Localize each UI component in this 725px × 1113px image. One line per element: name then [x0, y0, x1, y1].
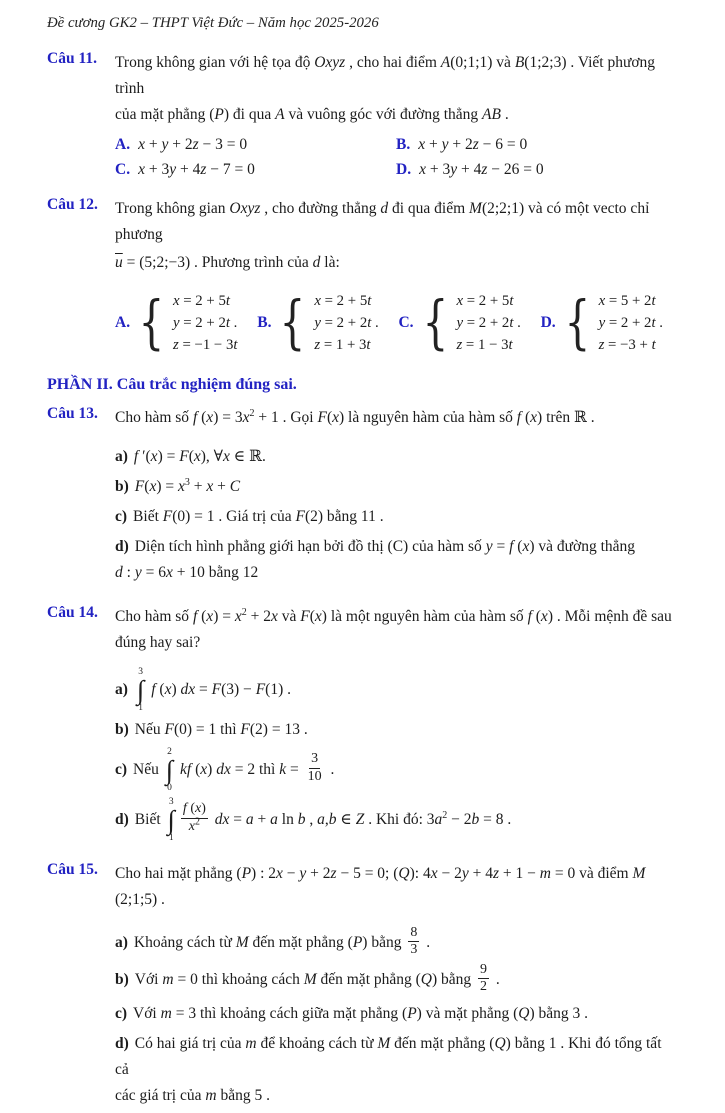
question-13	[47, 405, 679, 590]
question-12-option-c	[398, 290, 520, 356]
item-text: $F(x) = x^3 + x + C$	[134, 476, 241, 495]
item-text: Nếu F(0) = 1 thì F(2) = 13 .	[134, 721, 308, 738]
question-14-item-d	[115, 797, 679, 843]
option-letter: D.	[540, 314, 556, 331]
item-text: 3 ∫ 1 f (x) dx = F(3) − F(1) .	[136, 667, 291, 713]
item-text: Biết 3 ∫ 1 $\frac{f (x)}{x^2}$ dx = a + a ln b , a,b ∈ Z . Khi đó: $3a^2 - 2b = 8$ .	[134, 797, 512, 843]
system-line: x = 5 + 2t	[598, 293, 656, 309]
question-14-body	[115, 604, 679, 847]
question-15	[47, 861, 679, 1113]
question-14-item-a	[115, 667, 679, 713]
item-text: Với m = 3 thì khoảng cách giữa mặt phẳng (P) và mặt phẳng (Q) bằng 3 .	[133, 1005, 588, 1023]
brace-symbol: {	[138, 288, 165, 357]
system-line: z = −3 + t	[598, 337, 656, 353]
question-11-body	[115, 50, 679, 182]
question-13-item-d	[115, 534, 679, 586]
question-13-item-c	[115, 504, 679, 530]
system-line: z = −1 − 3t	[172, 337, 238, 353]
system-line: z = 1 − 3t	[456, 337, 513, 353]
question-11-label: Câu 11.	[47, 50, 97, 67]
item-letter: a)	[115, 448, 128, 465]
document-header: Đề cương GK2 – THPT Việt Đức – Năm học 2025-2026	[47, 15, 379, 31]
item-text: Với m = 0 thì khoảng cách M đến mặt phẳng (Q) bằng $\frac{9}{2}$ .	[134, 962, 500, 995]
item-letter: c)	[115, 760, 128, 778]
spacer	[115, 431, 679, 440]
question-15-item-d	[115, 1031, 679, 1109]
option-letter: B.	[257, 314, 272, 331]
system-line: x = 2 + 5t	[456, 293, 514, 309]
system-line: y = 2 + 2t .	[598, 315, 663, 331]
item-letter: b)	[115, 971, 129, 989]
item-text: Diện tích hình phẳng giới hạn bởi đồ thị (C) của hàm số y = f (x) và đường thẳng d : y = 6x + 10 bằng 12	[115, 538, 636, 581]
question-11-options	[115, 132, 679, 182]
item-text: f ′(x) = F(x), ∀x ∈ ℝ.	[133, 448, 266, 465]
option-formula: x + y + 2z − 6 = 0	[418, 136, 528, 153]
question-12-option-a	[115, 290, 238, 356]
option-letter: B.	[396, 136, 411, 153]
question-12-label: Câu 12.	[47, 196, 98, 213]
question-15-text: Cho hai mặt phẳng (P) : 2x − y + 2z − 5 = 0; (Q): 4x − 2y + 4z + 1 − m = 0 và điểm M (2;1;5) .	[115, 865, 646, 908]
system-line: z = 1 + 3t	[314, 337, 371, 353]
question-11-option-c	[115, 157, 396, 182]
item-letter: c)	[115, 508, 128, 525]
item-letter: a)	[115, 680, 128, 698]
option-letter: D.	[396, 161, 412, 178]
question-14	[47, 604, 679, 847]
question-14-label: Câu 14.	[47, 604, 98, 621]
question-13-text: Cho hàm số f $(x) = 3x^2 + 1$ . Gọi F(x) là nguyên hàm của hàm số f (x) trên ℝ .	[115, 407, 595, 426]
question-15-item-a	[115, 927, 679, 960]
question-15-body	[115, 861, 679, 1113]
question-14-item-c	[115, 747, 679, 793]
option-letter: A.	[115, 136, 131, 153]
item-letter: d)	[115, 810, 129, 828]
system-line: y = 2 + 2t .	[456, 315, 521, 331]
item-letter: c)	[115, 1005, 128, 1023]
question-11-option-a	[115, 132, 396, 157]
question-12-options	[115, 290, 679, 356]
item-letter: d)	[115, 538, 129, 555]
spacer	[115, 656, 679, 663]
question-13-item-a	[115, 444, 679, 470]
spacer	[115, 913, 679, 923]
question-14-text: Cho hàm số f $(x) = x^2 + 2x$ và F(x) là một nguyên hàm của hàm số f (x) . Mỗi mệnh đề sau đúng hay sai?	[115, 606, 672, 651]
option-formula: x + 3y + 4z − 26 = 0	[419, 161, 544, 178]
question-11	[47, 50, 679, 182]
option-letter: C.	[115, 161, 131, 178]
question-15-item-c	[115, 1001, 679, 1027]
item-letter: b)	[115, 478, 129, 495]
option-formula: x + y + 2z − 3 = 0	[138, 136, 248, 153]
option-system	[173, 290, 238, 356]
item-letter: d)	[115, 1035, 129, 1053]
item-text: Nếu 2 ∫ 0 kf (x) dx = 2 thì k = $\frac{3}{10}$ .	[133, 747, 335, 793]
question-11-option-b	[396, 132, 679, 157]
system-line: x = 2 + 5t	[314, 293, 372, 309]
system-line: x = 2 + 5t	[172, 293, 230, 309]
option-letter: C.	[398, 314, 414, 331]
option-system	[599, 290, 663, 356]
question-11-text: Trong không gian với hệ tọa độ Oxyz , cho hai điểm A(0;1;1) và B(1;2;3) . Viết phương trình của mặt phẳng (P) đi qua A và vuông góc với đường thẳng AB .	[115, 54, 656, 123]
section-2-title: PHẦN II. Câu trắc nghiệm đúng sai.	[47, 376, 297, 393]
question-12	[47, 196, 679, 362]
question-15-item-b	[115, 964, 679, 997]
brace-symbol: {	[422, 288, 448, 357]
item-text: Biết F(0) = 1 . Giá trị của F(2) bằng 11 .	[133, 508, 384, 525]
option-system	[314, 290, 378, 356]
question-15-label: Câu 15.	[47, 861, 98, 878]
question-12-text-2: $\overline{u}$ = (5;2;−3) . Phương trình của d là:	[115, 254, 340, 271]
item-text: Có hai giá trị của m để khoảng cách từ M đến mặt phẳng (Q) bằng 1 . Khi đó tổng tất cả các giá trị của m bằng 5 .	[115, 1035, 662, 1105]
question-13-body	[115, 405, 679, 590]
option-formula: x + 3y + 4z − 7 = 0	[138, 161, 255, 178]
item-text: Khoảng cách từ M đến mặt phẳng (P) bằng $\frac{8}{3}$ .	[133, 925, 431, 958]
question-12-body	[115, 196, 679, 362]
question-14-item-b	[115, 717, 679, 743]
question-13-label: Câu 13.	[47, 405, 98, 422]
option-system	[456, 290, 520, 356]
question-11-option-d	[396, 157, 679, 182]
item-letter: a)	[115, 934, 128, 952]
option-letter: A.	[115, 314, 131, 331]
item-letter: b)	[115, 721, 129, 738]
brace-symbol: {	[564, 288, 591, 357]
system-line: y = 2 + 2t .	[314, 315, 379, 331]
brace-symbol: {	[279, 288, 306, 357]
question-12-option-b	[257, 290, 379, 356]
question-12-option-d	[541, 290, 663, 356]
system-line: y = 2 + 2t .	[172, 315, 238, 331]
question-13-item-b	[115, 474, 679, 500]
question-12-text: Trong không gian Oxyz , cho đường thẳng d đi qua điểm M(2;2;1) và có một vecto chỉ phương	[115, 200, 650, 243]
